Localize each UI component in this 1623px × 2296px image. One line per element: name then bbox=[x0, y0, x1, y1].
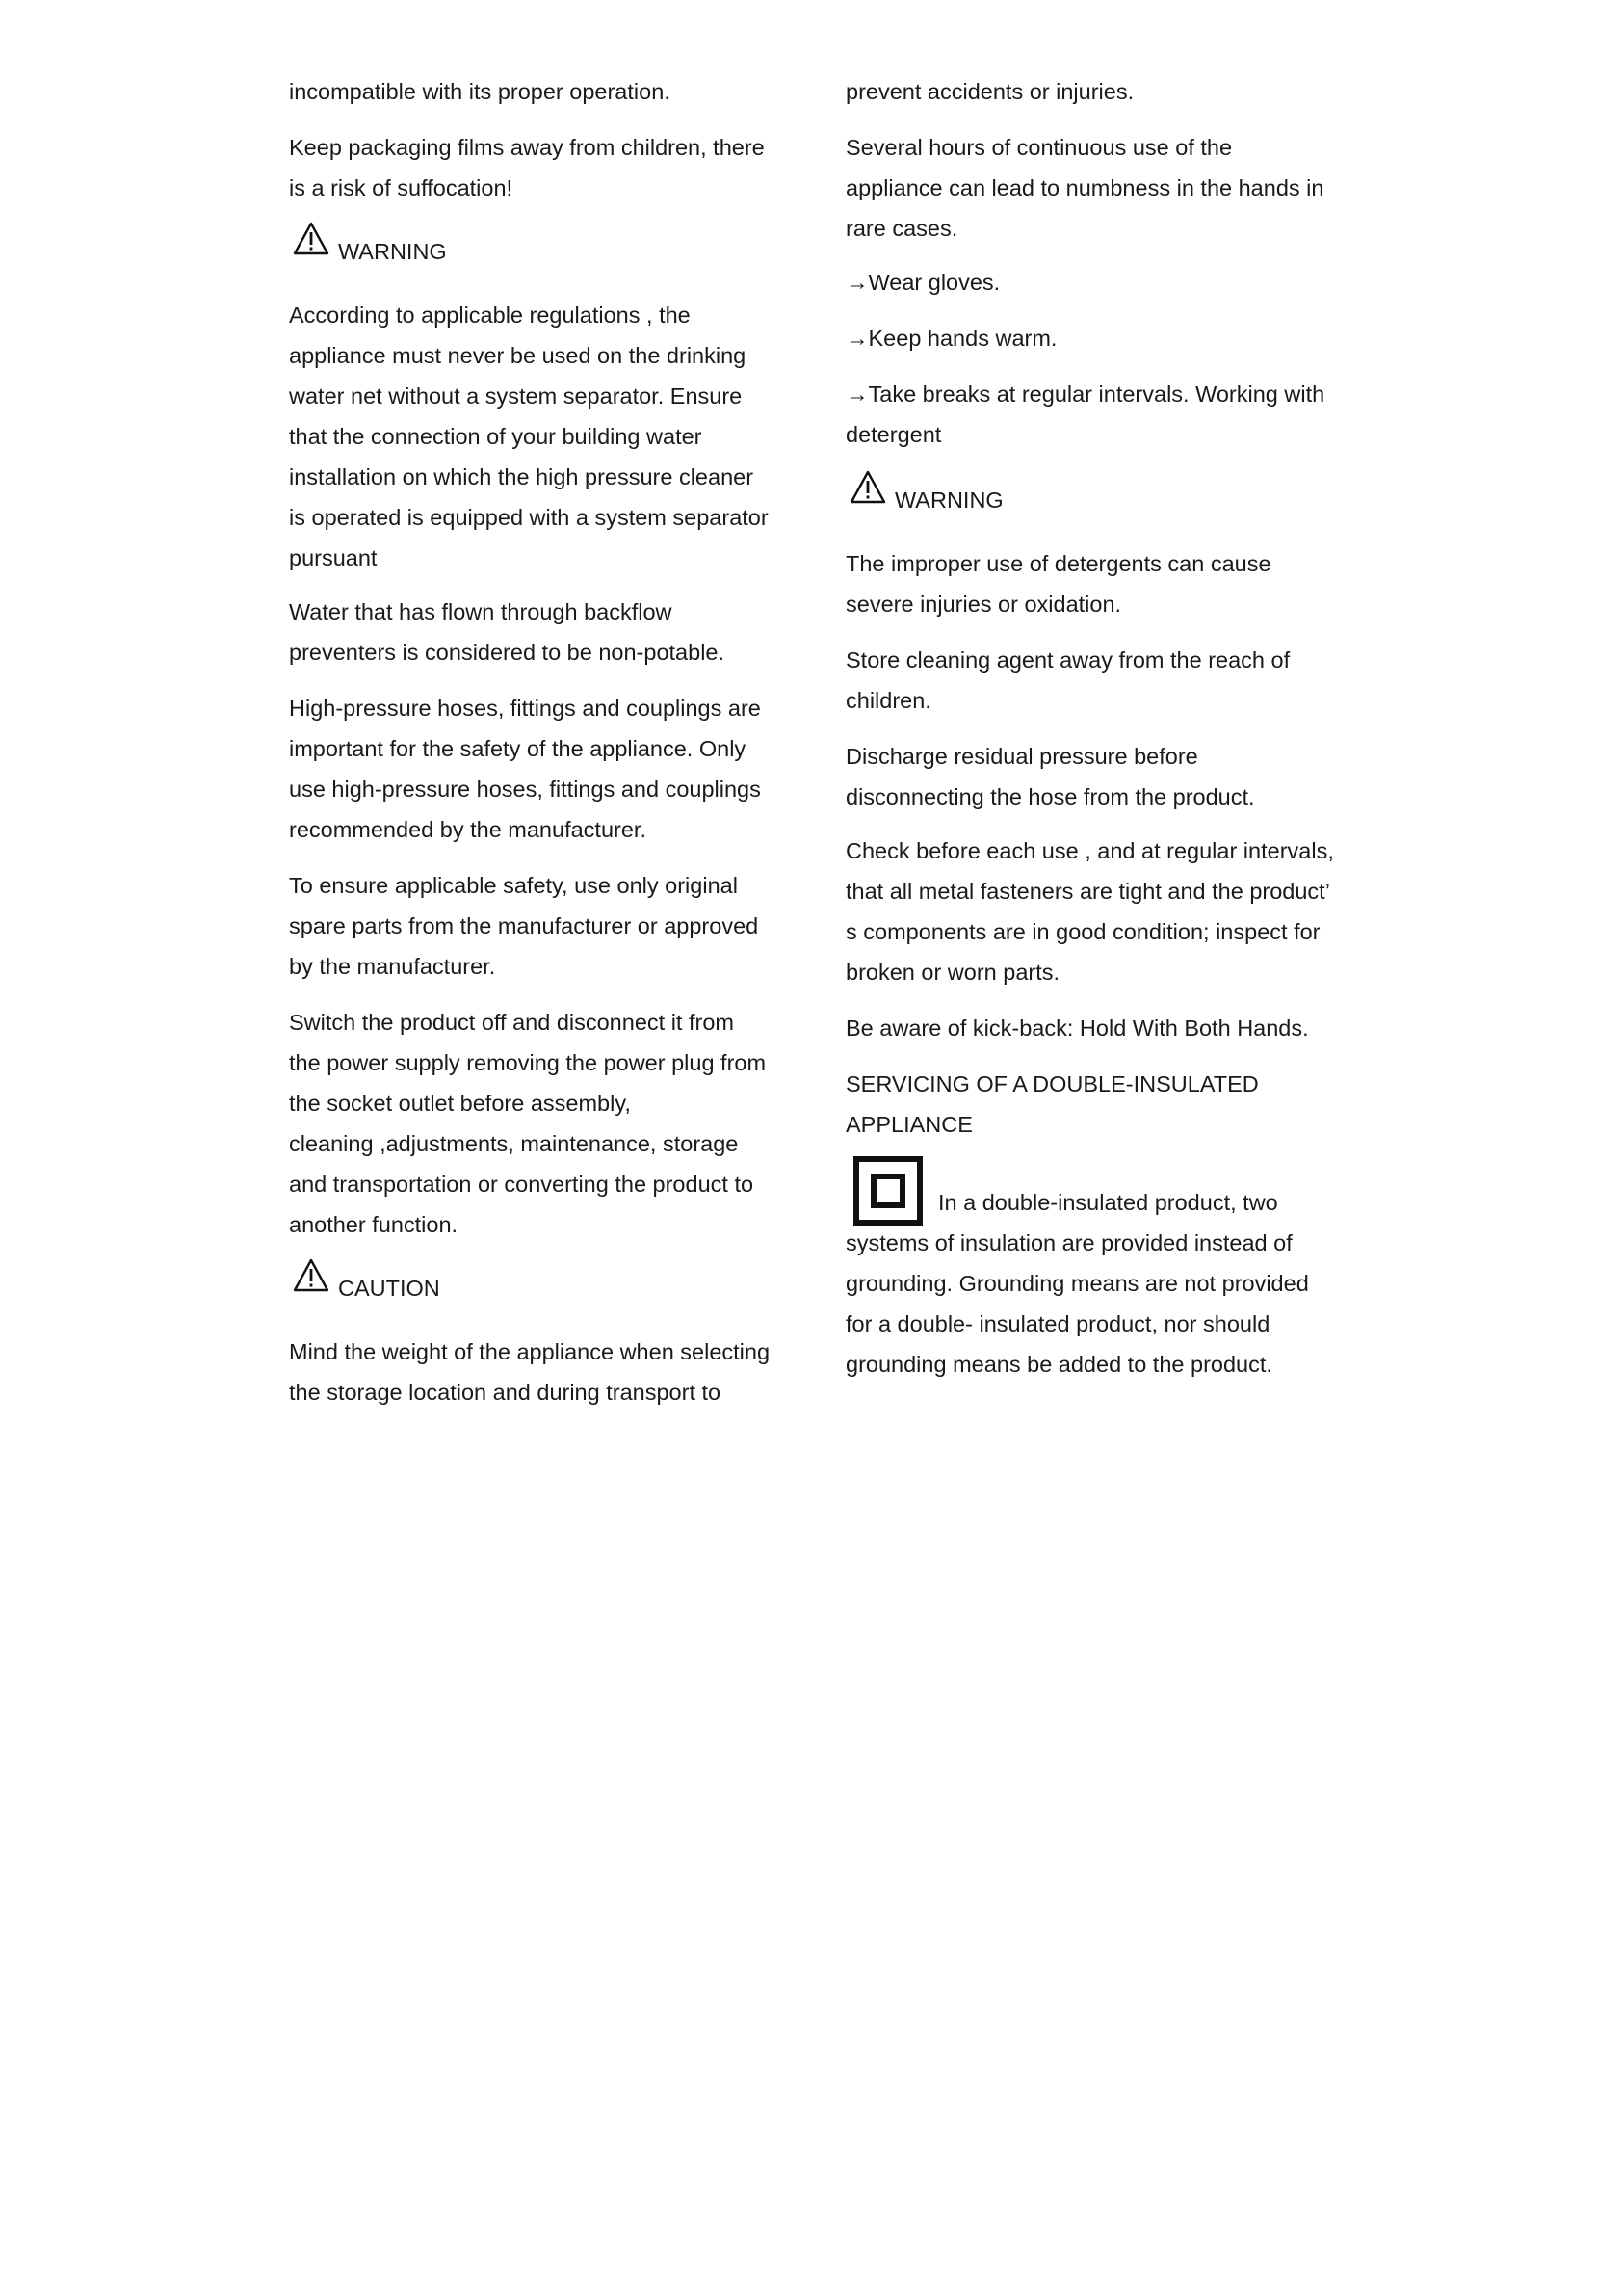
warning-triangle-icon bbox=[293, 1258, 329, 1293]
paragraph-store-cleaning-agent: Store cleaning agent away from the reach of children. bbox=[846, 647, 1291, 713]
paragraph-backflow: Water that has flown through backflow preventers is considered to be non-potable. bbox=[289, 599, 725, 665]
warning-triangle-icon bbox=[293, 222, 329, 256]
caution-label: CAUTION bbox=[338, 1276, 440, 1301]
paragraph-regulations: According to applicable regulations , the appliance must never be used on the drinking water net without a system separator. Ensure that the connection of your building water installation on which the high pressure cleaner is operated is equipped with a system separator pursuant bbox=[289, 303, 769, 570]
paragraph-spare-parts: To ensure applicable safety, use only original spare parts from the manufacturer or approved by the manufacturer. bbox=[289, 873, 759, 979]
paragraph-wear-gloves: →Wear gloves. bbox=[846, 270, 1001, 295]
paragraph-packaging: Keep packaging films away from children, there is a risk of suffocation! bbox=[289, 135, 765, 200]
paragraph-detergents: The improper use of detergents can cause severe injuries or oxidation. bbox=[846, 551, 1271, 617]
double-insulated-intro: In a double-insulated product, two bbox=[938, 1190, 1278, 1215]
paragraph-prevent-accidents: prevent accidents or injuries. bbox=[846, 79, 1135, 104]
warning-triangle-icon bbox=[850, 470, 886, 505]
warning-label: WARNING bbox=[895, 488, 1004, 513]
paragraph-double-insulation: systems of insulation are provided instead of grounding. Grounding means are not provided for a double- insulated product, nor should grounding means be added to the product. bbox=[846, 1230, 1309, 1377]
paragraph-residual-pressure: Discharge residual pressure before disconnecting the hose from the product. bbox=[846, 744, 1255, 809]
double-insulated-symbol-icon bbox=[853, 1156, 923, 1226]
servicing-heading: SERVICING OF A DOUBLE-INSULATED APPLIANCE bbox=[846, 1071, 1259, 1137]
paragraph-check-before-use: Check before each use , and at regular intervals, that all metal fasteners are tight and the product’ s components are in good condition; inspect for broken or worn parts. bbox=[846, 838, 1334, 985]
warning-label: WARNING bbox=[338, 239, 447, 264]
paragraph-switch-off: Switch the product off and disconnect it from the power supply removing the power plug from the socket outlet before assembly, cleaning ,adjustments, maintenance, storage and transportation or converting the product to another function. bbox=[289, 1010, 767, 1237]
paragraph-hoses: High-pressure hoses, fittings and couplings are important for the safety of the appliance. Only use high-pressure hoses, fittings and couplings recommended by the manufacturer. bbox=[289, 696, 761, 842]
paragraph-take-breaks: →Take breaks at regular intervals. Working with detergent bbox=[846, 382, 1325, 447]
paragraph-numbness: Several hours of continuous use of the appliance can lead to numbness in the hands in rare cases. bbox=[846, 135, 1324, 241]
paragraph-operation: incompatible with its proper operation. bbox=[289, 79, 670, 104]
paragraph-kick-back: Be aware of kick-back: Hold With Both Hands. bbox=[846, 1016, 1309, 1041]
paragraph-weight: Mind the weight of the appliance when selecting the storage location and during transport to bbox=[289, 1339, 771, 1405]
paragraph-keep-hands-warm: →Keep hands warm. bbox=[846, 326, 1058, 351]
